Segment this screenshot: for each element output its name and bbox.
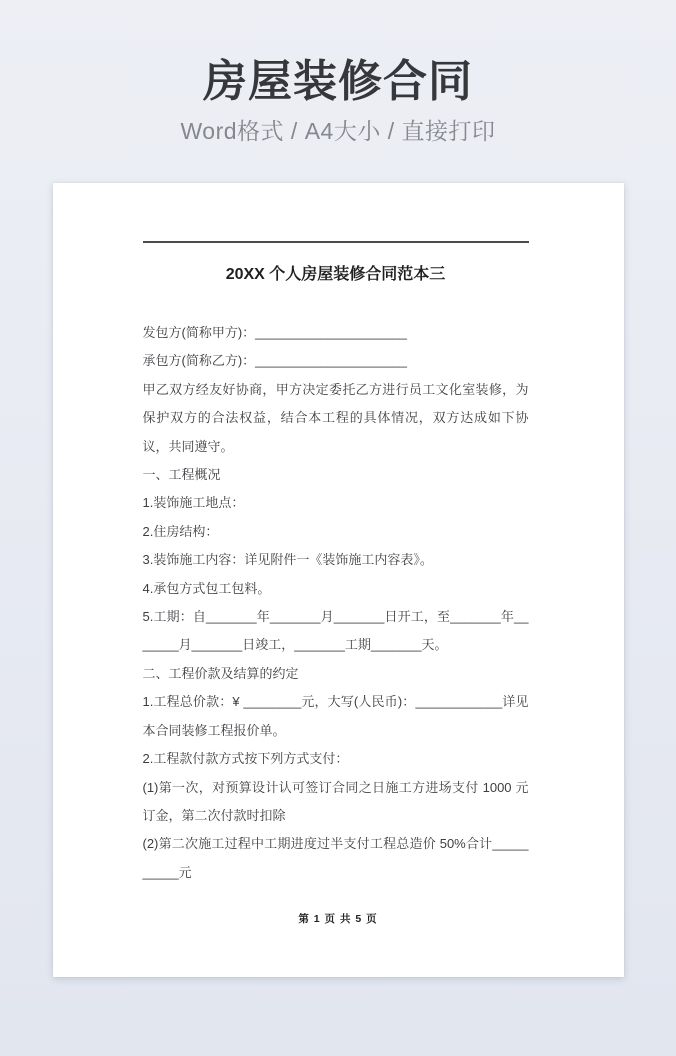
paragraph: 5.工期：自_______年_______月_______日开工，至_______年_______月_______日竣工，_______工期_______天。 [142, 609, 529, 653]
paragraph: 1.工程总价款：¥ ________元，大写(人民币)：____________详见本合同装修工程报价单。 [142, 694, 529, 738]
paragraph: 甲乙双方经友好协商，甲方决定委托乙方进行员工文化室装修，为保护双方的合法权益，结合本工程的具体情况，双方达成如下协议，共同遵守。 [142, 381, 529, 454]
paragraph: 1.装饰施工地点： [142, 495, 245, 511]
page-subtitle: Word格式 / A4大小 / 直接打印 [180, 118, 496, 144]
document-body [143, 319, 529, 887]
paragraph: 二、工程价款及结算的约定 [142, 665, 299, 681]
page-number: 第 1 页 共 5 页 [298, 913, 378, 925]
paragraph: 承包方(简称乙方)：_____________________ [142, 353, 407, 369]
paragraph: 2.工程款付款方式按下列方式支付： [142, 751, 349, 767]
paragraph: 3.装饰施工内容：详见附件一《装饰施工内容表》。 [142, 552, 433, 568]
paragraph: 一、工程概况 [142, 467, 221, 483]
paragraph: (1)第一次，对预算设计认可签订合同之日施工方进场支付 1000 元订金，第二次付款时扣除 [142, 779, 529, 823]
document-title: 20XX 个人房屋装修合同范本三 [225, 266, 446, 283]
header [0, 0, 676, 145]
paragraph: 发包方(简称甲方)：_____________________ [142, 325, 407, 340]
paragraph: 2.住房结构： [142, 523, 219, 539]
paragraph: 4.承包方式包工包料。 [142, 580, 271, 596]
document-page-preview [53, 183, 624, 977]
paragraph: (2)第二次施工过程中工期进度过半支付工程总造价 50%合计__________元 [142, 836, 529, 880]
document-header-rule [143, 241, 529, 243]
page-title: 房屋装修合同 [203, 57, 473, 106]
